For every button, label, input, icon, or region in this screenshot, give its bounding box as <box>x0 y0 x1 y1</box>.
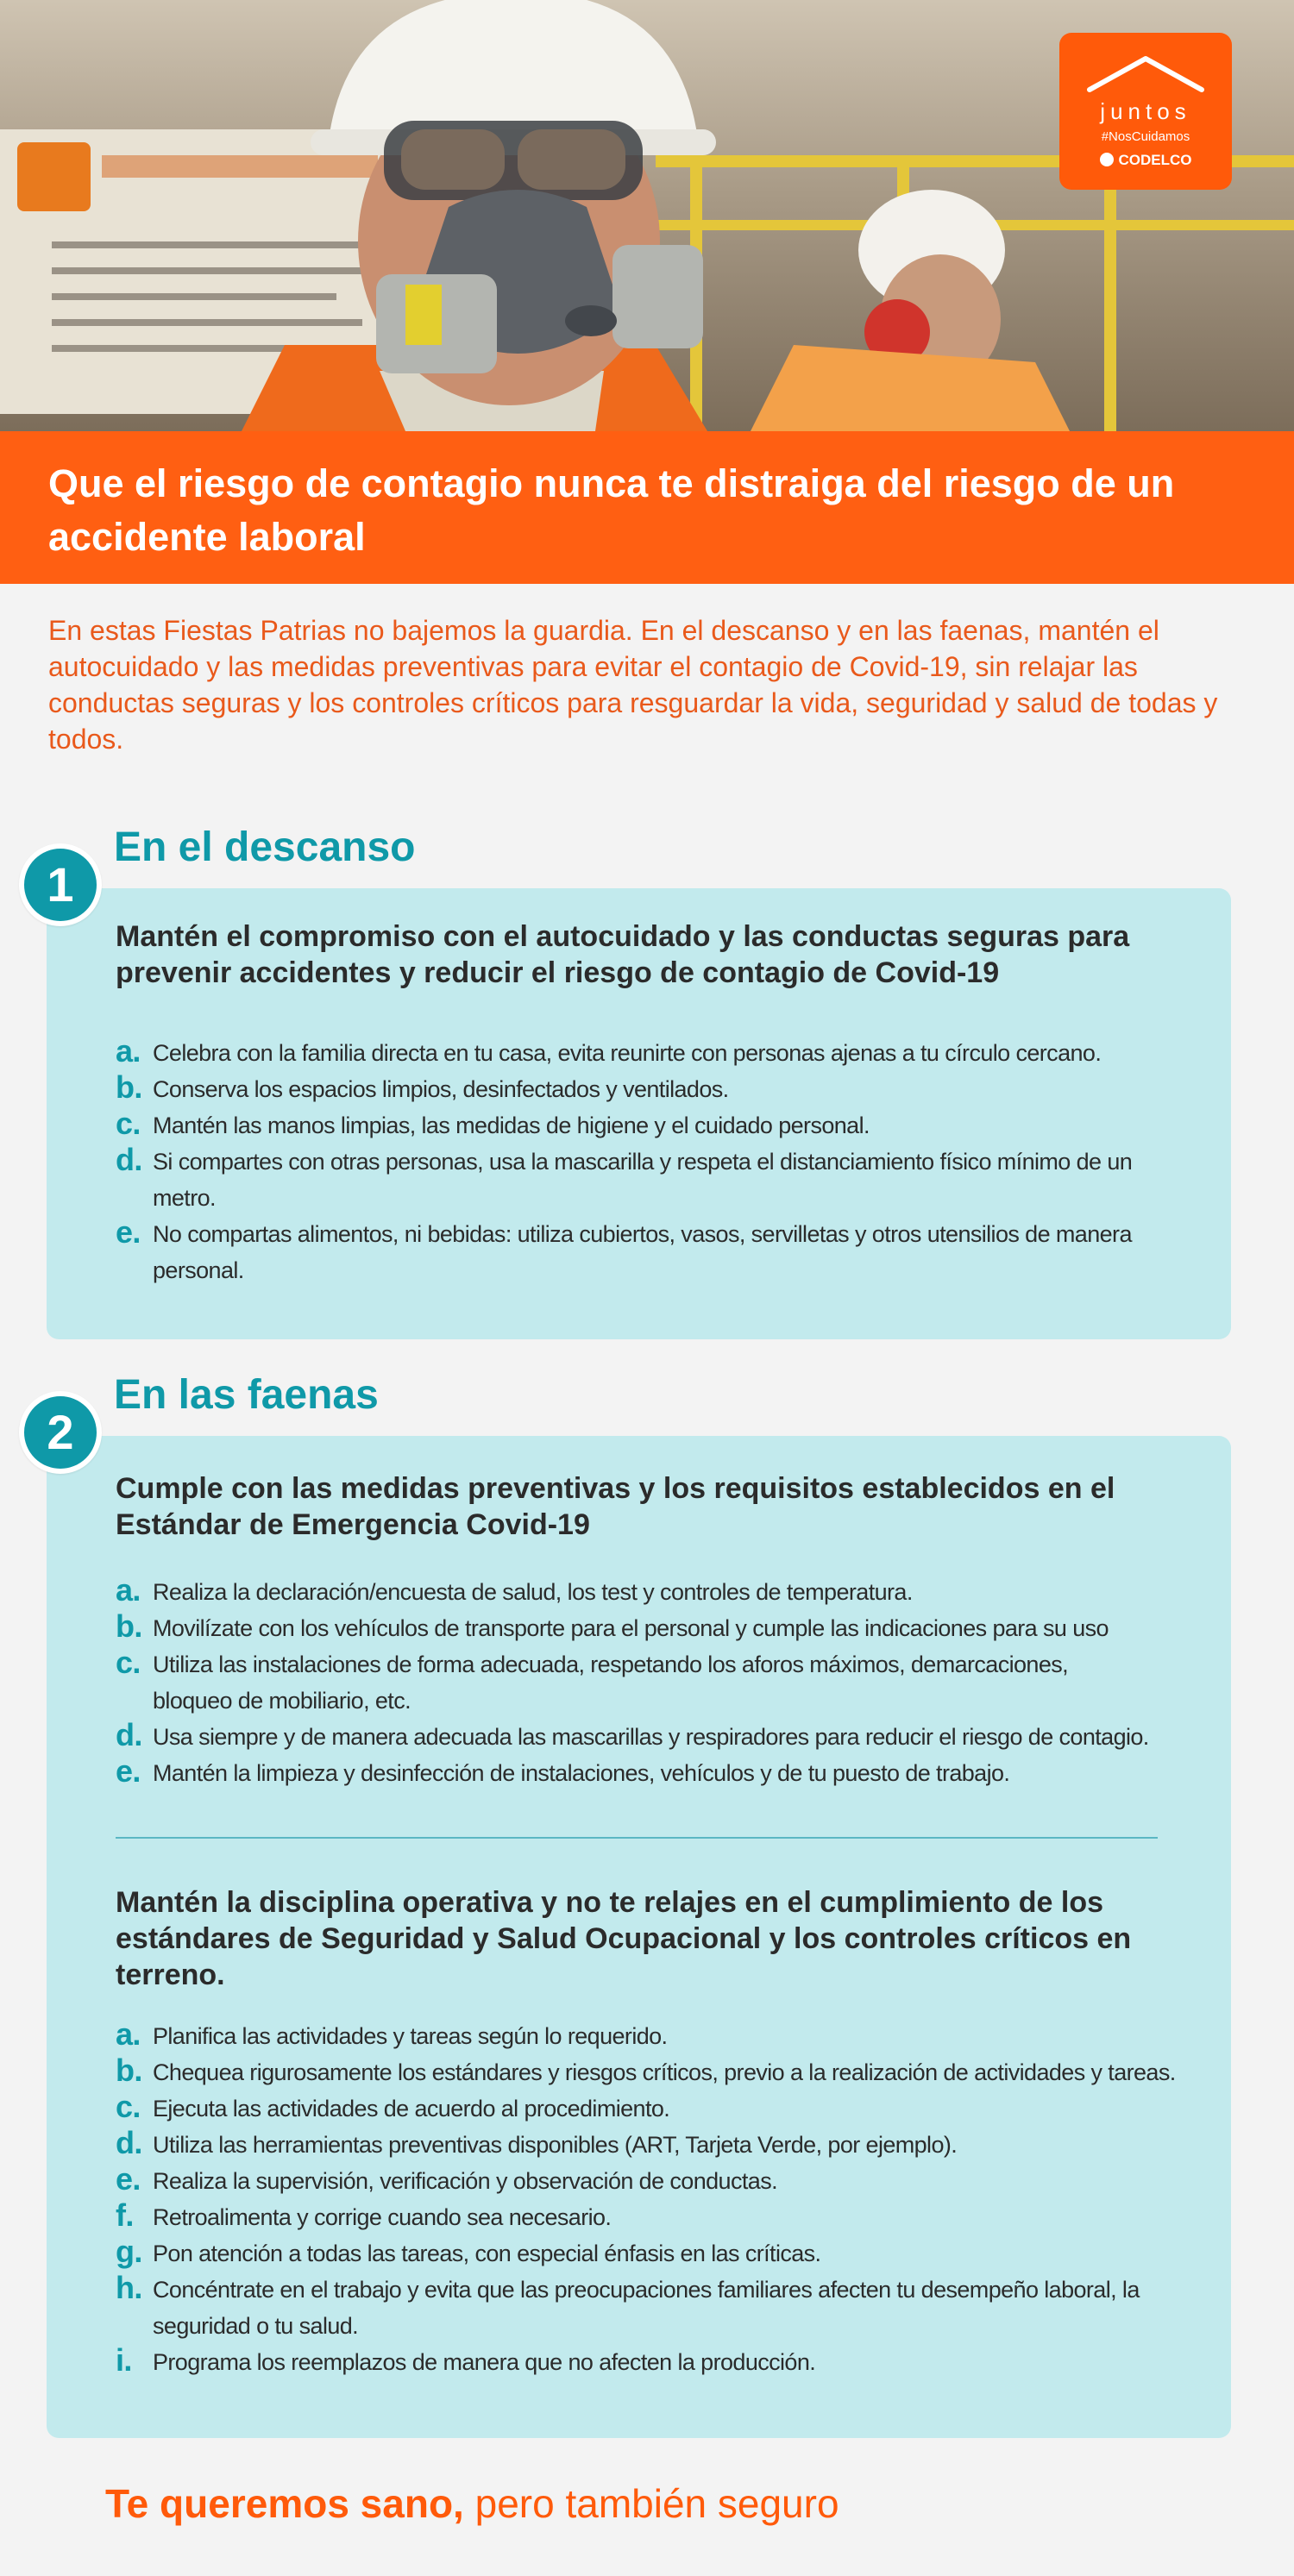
list-item <box>116 2199 1207 2235</box>
item-label: a. <box>116 1033 141 1069</box>
section2-number: 2 <box>19 1391 102 1474</box>
brand-name: CODELCO <box>1118 152 1192 168</box>
closing-rest: pero también seguro <box>463 2481 839 2526</box>
list-item <box>116 2090 1207 2127</box>
list-item <box>116 1144 1151 1216</box>
section2-subtitle-2: Mantén la disciplina operativa y no te relajes en el cumplimiento de los estándares de Seguridad y Salud Ocupacional y los controles críticos en terreno. <box>116 1886 1132 1991</box>
codelco-logo <box>1059 152 1232 169</box>
page-title: Que el riesgo de contagio nunca te distraiga del riesgo de un accidente laboral <box>48 461 1175 559</box>
item-label: d. <box>116 1717 142 1752</box>
list-item <box>116 1216 1151 1288</box>
item-text: Movilízate con los vehículos de transporte para el personal y cumple las indicaciones para su uso <box>153 1615 1109 1641</box>
item-label: b. <box>116 1069 142 1105</box>
list-item <box>116 2272 1207 2344</box>
item-label: d. <box>116 1142 142 1177</box>
section-divider <box>116 1837 1158 1839</box>
item-label: i. <box>116 2342 132 2378</box>
item-text: Realiza la declaración/encuesta de salud, los test y controles de temperatura. <box>153 1579 913 1605</box>
item-text: Mantén las manos limpias, las medidas de higiene y el cuidado personal. <box>153 1113 870 1138</box>
item-text: Chequea rigurosamente los estándares y riesgos críticos, previo a la realización de actividades y tareas. <box>153 2059 1176 2085</box>
item-text: Programa los reemplazos de manera que no afecten la producción. <box>153 2349 816 2375</box>
item-label: c. <box>116 1645 141 1680</box>
item-text: Ejecuta las actividades de acuerdo al procedimiento. <box>153 2096 670 2122</box>
item-text: Pon atención a todas las tareas, con especial énfasis en las críticas. <box>153 2241 821 2266</box>
list-item <box>116 2127 1207 2163</box>
item-label: e. <box>116 2161 141 2197</box>
section2-card <box>47 1436 1231 2438</box>
item-text: No compartas alimentos, ni bebidas: utiliza cubiertos, vasos, servilletas y otros utensilios de manera personal. <box>153 1221 1132 1283</box>
hero-photo <box>0 0 1294 431</box>
item-text: Mantén la limpieza y desinfección de instalaciones, vehículos y de tu puesto de trabajo. <box>153 1760 1010 1786</box>
section1-heading: En el descanso <box>114 824 416 870</box>
list-item <box>116 1035 1151 1071</box>
closing-tagline <box>105 2480 839 2527</box>
item-label: c. <box>116 2089 141 2124</box>
list-item <box>116 2235 1207 2272</box>
item-label: a. <box>116 2016 141 2052</box>
item-text: Conserva los espacios limpios, desinfectados y ventilados. <box>153 1076 729 1102</box>
item-label: d. <box>116 2125 142 2160</box>
list-item <box>116 1610 1203 1646</box>
list-item <box>116 2163 1207 2199</box>
list-item <box>116 2054 1207 2090</box>
section2-list <box>116 1574 1203 1791</box>
list-item <box>116 1574 1203 1610</box>
item-text: Celebra con la familia directa en tu casa, evita reunirte con personas ajenas a tu círculo cercano. <box>153 1040 1102 1066</box>
item-label: c. <box>116 1106 141 1141</box>
item-label: e. <box>116 1214 141 1250</box>
item-label: b. <box>116 1608 142 1644</box>
item-label: e. <box>116 1753 141 1789</box>
badge-word: juntos <box>1100 98 1191 124</box>
codelco-icon <box>1100 153 1114 166</box>
item-label: a. <box>116 1572 141 1608</box>
section1-number: 1 <box>19 843 102 926</box>
list-item <box>116 1646 1099 1719</box>
title-band <box>0 431 1294 584</box>
section1-list <box>116 1035 1151 1288</box>
list-item <box>116 1107 1151 1144</box>
item-text: Realiza la supervisión, verificación y observación de conductas. <box>153 2168 777 2194</box>
item-text: Utiliza las instalaciones de forma adecuada, respetando los aforos máximos, demarcaciones, bloqueo de mobiliario, etc. <box>153 1652 1069 1714</box>
list-item <box>116 1755 1203 1791</box>
section2-list-2 <box>116 2018 1207 2380</box>
section1-card <box>47 888 1231 1339</box>
badge-hashtag: #NosCuidamos <box>1101 129 1190 144</box>
item-label: h. <box>116 2270 142 2305</box>
section2-heading: En las faenas <box>114 1372 379 1418</box>
list-item <box>116 2018 1207 2054</box>
item-label: f. <box>116 2197 134 2233</box>
list-item <box>116 1071 1151 1107</box>
section2-subtitle: Cumple con las medidas preventivas y los requisitos establecidos en el Estándar de Emergencia Covid-19 <box>116 1472 1115 1541</box>
juntos-badge <box>1059 33 1232 190</box>
item-text: Retroalimenta y corrige cuando sea necesario. <box>153 2204 612 2230</box>
item-label: g. <box>116 2234 142 2269</box>
house-icon <box>1085 53 1206 97</box>
item-text: Planifica las actividades y tareas según lo requerido. <box>153 2023 668 2049</box>
item-text: Utiliza las herramientas preventivas disponibles (ART, Tarjeta Verde, por ejemplo). <box>153 2132 958 2158</box>
item-text: Usa siempre y de manera adecuada las mascarillas y respiradores para reducir el riesgo de contagio. <box>153 1724 1149 1750</box>
item-label: b. <box>116 2053 142 2088</box>
section1-subtitle: Mantén el compromiso con el autocuidado y las conductas seguras para prevenir accidentes y reducir el riesgo de contagio de Covid-19 <box>116 920 1130 989</box>
list-item <box>116 2344 1207 2380</box>
intro-paragraph: En estas Fiestas Patrias no bajemos la guardia. En el descanso y en las faenas, mantén el autocuidado y las medidas preventivas para evitar el contagio de Covid-19, sin relajar las conductas seguras y los controles críticos para resguardar la vida, seguridad y salud de todas y todos. <box>48 615 1218 755</box>
closing-strong: Te queremos sano, <box>105 2481 464 2526</box>
item-text: Si compartes con otras personas, usa la mascarilla y respeta el distanciamiento físico mínimo de un metro. <box>153 1149 1133 1211</box>
list-item <box>116 1719 1203 1755</box>
item-text: Concéntrate en el trabajo y evita que las preocupaciones familiares afecten tu desempeño laboral, la seguridad o tu salud. <box>153 2277 1140 2339</box>
